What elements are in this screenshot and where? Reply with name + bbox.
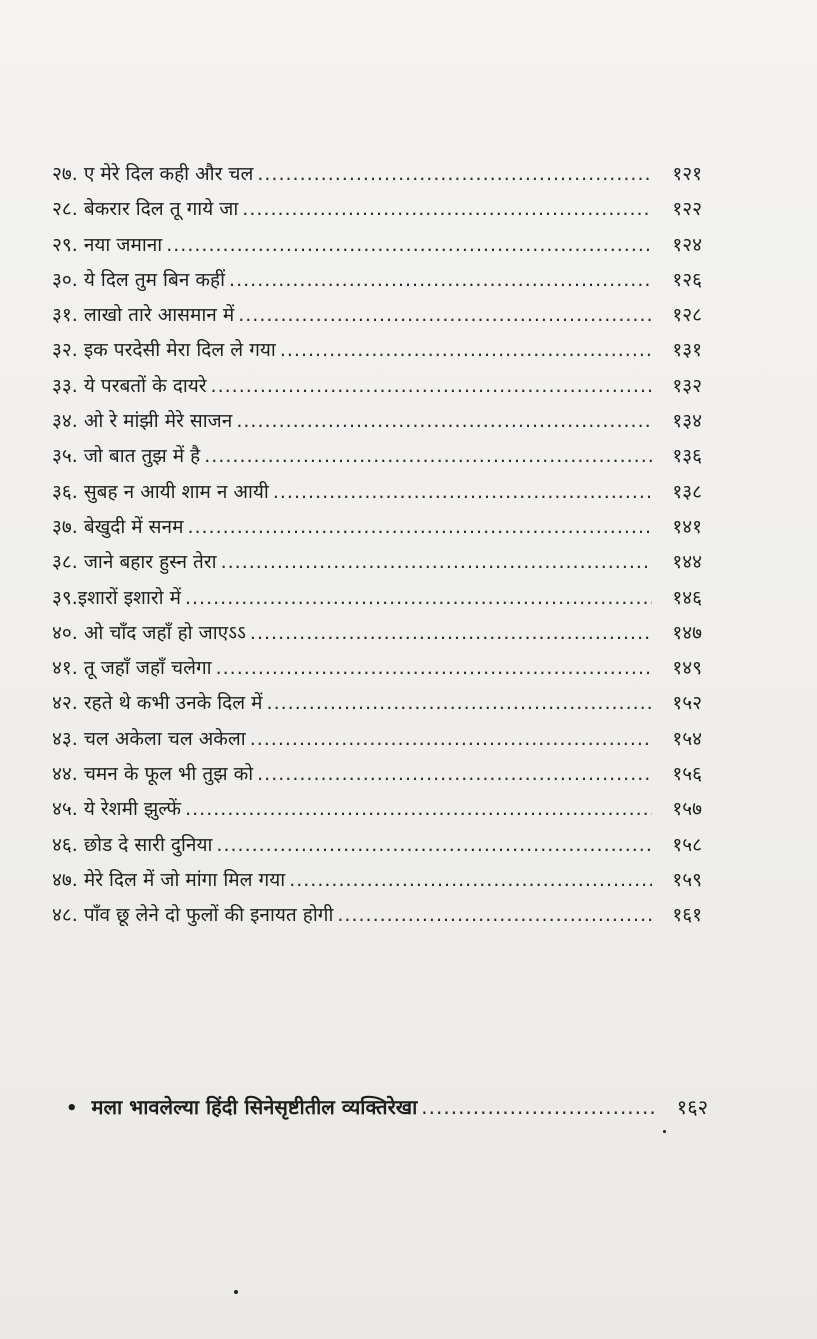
dot-leader [211,375,652,397]
toc-entry [52,407,712,442]
toc-entry [52,548,712,583]
toc-entry-title: ४६. छोड दे सारी दुनिया [52,833,213,856]
dot-leader [421,1095,658,1119]
toc-entry-page: १३८ [672,480,702,503]
toc-entry [52,831,712,866]
toc-entry-title: ४०. ओ चाँद जहाँ हो जाएऽऽ [52,621,246,644]
bullet-icon: • [66,1098,78,1119]
toc-entry [52,513,712,548]
toc-entry-title: ३६. सुबह न आयी शाम न आयी [52,480,269,503]
toc-entry-title: ३५. जो बात तुझ में है [52,445,201,468]
toc-entry [52,266,712,301]
dot-leader [289,869,652,891]
toc-entry-title: २७. ए मेरे दिल कही और चल [52,163,254,185]
toc-entry [52,442,712,477]
toc-entry-title: २८. बेकरार दिल तू गाये जा [52,198,239,221]
toc-entry [52,301,712,336]
toc-entry-page: १५२ [672,692,702,715]
dot-leader [221,551,652,573]
toc-entry-page: १४९ [672,657,702,680]
print-speck [234,1290,238,1294]
toc-entry [52,619,712,654]
toc-entry-page: १४४ [672,551,702,574]
toc-entry [52,725,712,760]
toc-entry [52,866,712,901]
toc-entry-page: १५९ [672,868,702,891]
dot-leader [216,834,652,856]
toc-entry [52,372,712,407]
toc-entry [52,760,712,795]
toc-entry-page: १६१ [672,904,702,927]
toc-entry [52,795,712,830]
toc-entry [52,901,712,936]
toc-entry [52,689,712,724]
toc-entry-title: ४८. पाँव छू लेने दो फुलों की इनायत होगी [52,904,334,927]
toc-entry-page: १२२ [672,198,702,221]
toc-entry-page: १३२ [672,374,702,397]
toc-entry-title: ४४. चमन के फूल भी तुझ को [52,763,254,786]
toc-entry-title: ४१. तू जहाँ जहाँ चलेगा [52,657,212,680]
toc-entry [52,584,712,619]
dot-leader [185,587,652,609]
dot-leader [250,622,652,644]
dot-leader [216,657,652,679]
toc-entry-title: ३८. जाने बहार हुस्न तेरा [52,551,217,574]
toc-entry-page: १३४ [672,410,702,433]
toc-entry-title: ४२. रहते थे कभी उनके दिल में [52,692,263,715]
toc-entry-title: ३१. लाखो तारे आसमान में [52,304,235,327]
dot-leader [185,798,652,820]
toc-entry-title: ३२. इक परदेसी मेरा दिल ले गया [52,339,276,362]
dot-leader [250,728,652,750]
dot-leader [187,516,652,538]
toc-entry-page: १४६ [672,586,702,609]
table-of-contents [52,160,712,937]
print-speck [663,1130,666,1133]
toc-entry [52,195,712,230]
toc-entry-page: १२६ [672,268,702,291]
toc-entry-title: ३७. बेखुदी में सनम [52,515,184,538]
toc-entry-page: १४७ [672,621,702,644]
toc-entry-title: २९. नया जमाना [52,233,163,256]
dot-leader [242,198,652,220]
dot-leader [257,163,652,185]
toc-entry-page: १२८ [672,304,702,327]
toc-entry [52,160,712,195]
toc-entry-title: ३०. ये दिल तुम बिन कहीं [52,268,226,291]
dot-leader [337,904,652,926]
toc-entry-page: १६२ [676,1095,708,1119]
toc-entry-title: ४७. मेरे दिल में जो मांगा मिल गया [52,868,286,891]
toc-entry-page: १२४ [672,233,702,256]
toc-entry [52,654,712,689]
dot-leader [280,339,652,361]
toc-entry-page: १५८ [672,833,702,856]
toc-entry-page: १३६ [672,445,702,468]
dot-leader [257,763,652,785]
special-toc-entry [66,1093,718,1120]
toc-entry-page: १५६ [672,763,702,786]
toc-entry-title: ३३. ये परबतों के दायरे [52,374,207,397]
toc-entry-title: ३४. ओ रे मांझी मेरे साजन [52,410,233,433]
toc-entry-title: मला भावलेल्या हिंदी सिनेसृष्टीतील व्यक्तिरेखा [91,1095,418,1119]
dot-leader [267,692,652,714]
toc-entry [52,336,712,371]
toc-entry-page: १३१ [672,339,702,362]
toc-entry-page: १५४ [672,727,702,750]
dot-leader [273,481,652,503]
toc-entry-title: ३९.इशारों इशारो में [52,586,181,609]
toc-entry [52,231,712,266]
dot-leader [204,445,652,467]
dot-leader [166,234,652,256]
dot-leader [236,410,652,432]
toc-entry-title: ४५. ये रेशमी झुल्फें [52,798,182,821]
toc-entry-page: १४१ [672,515,702,538]
dot-leader [229,269,652,291]
toc-entry-title: ४३. चल अकेला चल अकेला [52,727,246,750]
toc-entry-page: १५७ [672,798,702,821]
toc-entry [52,478,712,513]
toc-entry-page: १२१ [672,163,702,185]
dot-leader [238,304,652,326]
